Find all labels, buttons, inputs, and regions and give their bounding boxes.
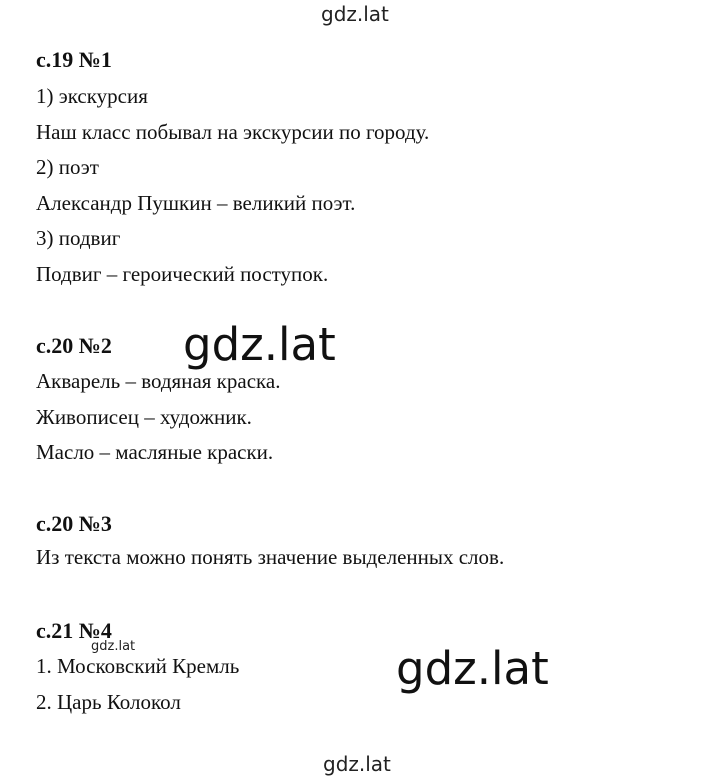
watermark-top: gdz.lat — [321, 2, 389, 26]
section-1-line-3: 2) поэт — [36, 155, 99, 179]
section-4-heading: с.21 №4 — [36, 618, 112, 643]
watermark-large: gdz.lat — [396, 642, 549, 695]
watermark-small: gdz.lat — [91, 639, 136, 654]
section-3-heading: с.20 №3 — [36, 511, 112, 536]
section-4-line-2: 2. Царь Колокол — [36, 690, 181, 714]
section-1-line-6: Подвиг – героический поступок. — [36, 262, 329, 286]
section-3-line-1: Из текста можно понять значение выделенных слов. — [36, 545, 505, 569]
section-1-line-2: Наш класс побывал на экскурсии по городу. — [36, 120, 430, 144]
section-4-line-1: 1. Московский Кремль — [36, 654, 240, 678]
section-1-line-5: 3) подвиг — [36, 226, 121, 250]
section-2-line-3: Масло – масляные краски. — [36, 440, 274, 464]
watermark-middle: gdz.lat — [183, 318, 336, 371]
section-2-line-1: Акварель – водяная краска. — [36, 369, 281, 393]
section-1-heading: с.19 №1 — [36, 47, 112, 72]
section-2-heading: с.20 №2 — [36, 333, 112, 358]
section-1-line-4: Александр Пушкин – великий поэт. — [36, 191, 356, 215]
watermark-bottom: gdz.lat — [323, 752, 391, 776]
section-1-line-1: 1) экскурсия — [36, 84, 148, 108]
section-2-line-2: Живописец – художник. — [36, 405, 252, 429]
